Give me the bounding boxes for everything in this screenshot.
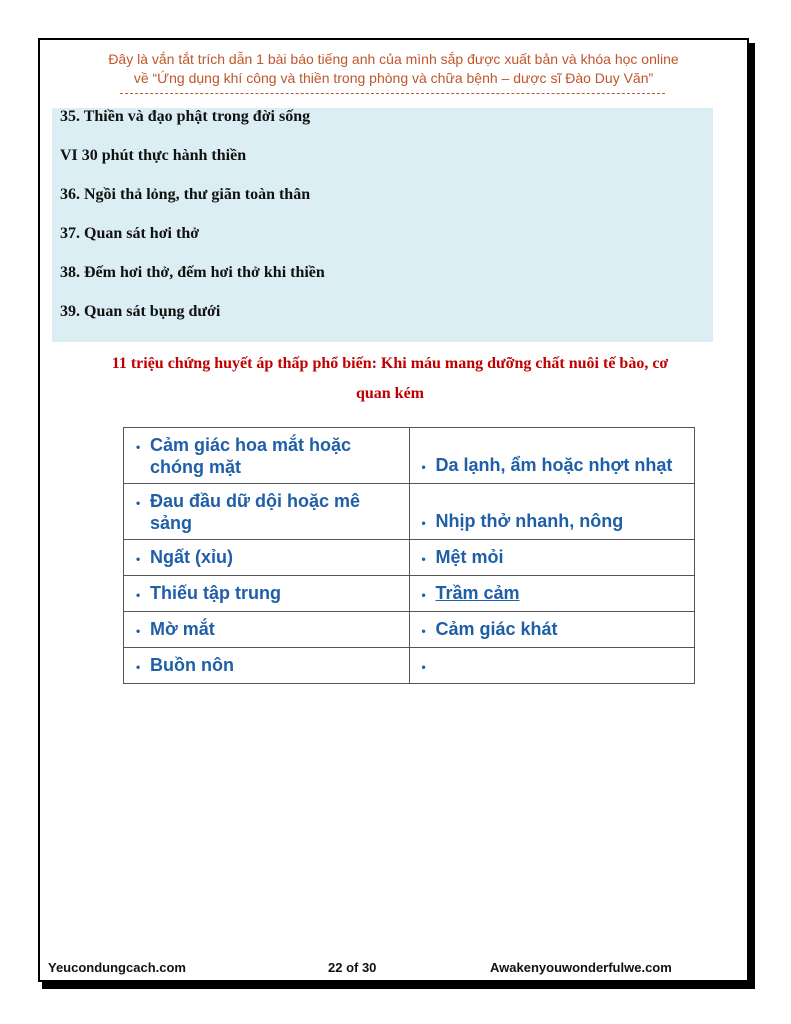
- section-title-line-1: 11 triệu chứng huyết áp thấp phổ biến: Khi máu mang dưỡng chất nuôi tế bào, cơ: [111, 355, 669, 372]
- table-cell: [124, 484, 410, 540]
- section-title-line-2: quan kém: [355, 385, 425, 402]
- symptom-text: Buồn nôn: [150, 655, 234, 675]
- table-row: [124, 648, 695, 684]
- table-row: [124, 612, 695, 648]
- table-cell: [409, 428, 695, 484]
- symptom-text: Nhịp thở nhanh, nông: [435, 511, 624, 531]
- table-row: [124, 484, 695, 540]
- table-cell: [409, 484, 695, 540]
- table-row: [124, 540, 695, 576]
- bullet-icon: •: [421, 552, 426, 566]
- table-cell: [124, 648, 410, 684]
- symptom-text: Đau đầu dữ dội hoặc mê sảng: [150, 491, 361, 533]
- header-line-2: về “Ứng dụng khí công và thiền trong phòng và chữa bệnh – dược sĩ Đào Duy Văn”: [133, 70, 654, 86]
- bullet-icon: •: [421, 588, 426, 602]
- symptom-text: Thiếu tập trung: [150, 583, 281, 603]
- bullet-icon: •: [421, 516, 426, 530]
- table-row: [124, 576, 695, 612]
- table-cell: [124, 540, 410, 576]
- table-cell: [124, 576, 410, 612]
- page-frame: [38, 38, 749, 982]
- table-cell: [409, 576, 695, 612]
- symptom-link[interactable]: Trầm cảm: [435, 583, 520, 603]
- symptom-text: Mệt mỏi: [435, 547, 504, 567]
- footer-left-site: Yeucondungcach.com: [48, 960, 186, 975]
- bullet-icon: •: [136, 552, 141, 566]
- toc-item: 38. Đếm hơi thở, đếm hơi thở khi thiền: [60, 264, 325, 281]
- toc-box: [52, 108, 713, 342]
- symptom-text: Mờ mắt: [150, 619, 215, 639]
- footer-page-number: 22 of 30: [328, 960, 377, 975]
- symptom-text: Ngất (xỉu): [150, 547, 233, 567]
- toc-item: 35. Thiền và đạo phật trong đời sống: [60, 108, 311, 125]
- symptom-text: Da lạnh, ẩm hoặc nhợt nhạt: [435, 455, 673, 475]
- bullet-icon: •: [421, 660, 426, 674]
- toc-item: 36. Ngồi thả lỏng, thư giãn toàn thân: [60, 186, 311, 203]
- toc-item: VI 30 phút thực hành thiền: [60, 147, 247, 164]
- symptom-text: Cảm giác hoa mắt hoặc chóng mặt: [150, 435, 352, 477]
- bullet-icon: •: [136, 588, 141, 602]
- table-cell: [124, 428, 410, 484]
- bullet-icon: •: [421, 460, 426, 474]
- table-row: [124, 428, 695, 484]
- page-header: [40, 50, 747, 88]
- table-cell: [409, 648, 695, 684]
- toc-item: 37. Quan sát hơi thở: [60, 225, 200, 242]
- table-cell: [409, 540, 695, 576]
- bullet-icon: •: [136, 440, 141, 454]
- table-cell: [409, 612, 695, 648]
- bullet-icon: •: [421, 624, 426, 638]
- symptoms-table: [123, 427, 695, 684]
- bullet-icon: •: [136, 660, 141, 674]
- header-divider: [120, 93, 665, 94]
- toc-item: 39. Quan sát bụng dưới: [60, 303, 221, 320]
- symptom-text: Cảm giác khát: [435, 619, 558, 639]
- bullet-icon: •: [136, 624, 141, 638]
- header-line-1: Đây là vắn tắt trích dẫn 1 bài báo tiếng anh của mình sắp được xuất bản và khóa học online: [108, 51, 679, 67]
- bullet-icon: •: [136, 496, 141, 510]
- footer-right-site: Awakenyouwonderfulwe.com: [490, 960, 672, 975]
- table-cell: [124, 612, 410, 648]
